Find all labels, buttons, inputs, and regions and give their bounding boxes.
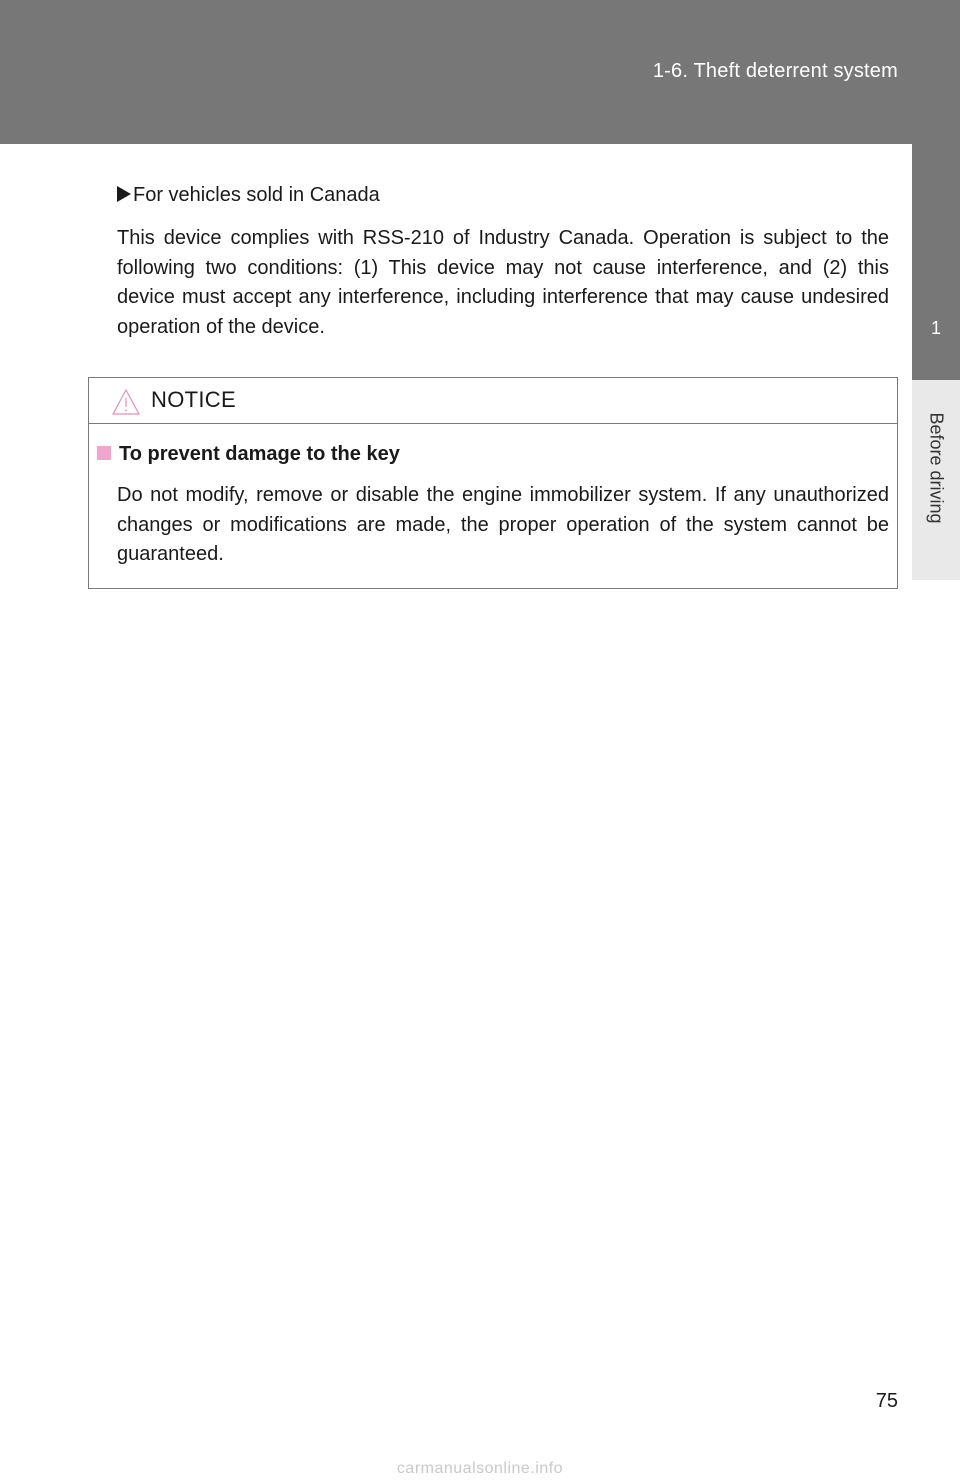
- notice-item-title: [97, 443, 400, 466]
- arrow-right-icon: [117, 186, 131, 202]
- section-heading: [117, 184, 380, 207]
- body-paragraph: This device complies with RSS-210 of Industry Canada. Operation is subject to the following two conditions: (1) This device may not cause interference, and (2) this device must accept any interference, including interference that may cause undesired operation of the device.: [117, 227, 889, 338]
- chapter-label: Before driving: [926, 412, 947, 524]
- notice-title: NOTICE: [151, 387, 236, 412]
- chapter-number: 1: [930, 318, 941, 338]
- notice-text: Do not modify, remove or disable the engine immobilizer system. If any unauthorized changes or modifications are made, the proper operation of the system cannot be guaranteed.: [117, 484, 889, 565]
- notice-header: [89, 378, 897, 424]
- watermark: carmanualsonline.info: [396, 1460, 564, 1477]
- section-heading-text: For vehicles sold in Canada: [133, 184, 380, 206]
- warning-triangle-icon: [111, 388, 141, 416]
- page-header: [0, 0, 960, 144]
- notice-item-title-text: To prevent damage to the key: [119, 443, 400, 465]
- page-number: 75: [875, 1390, 898, 1412]
- side-tab-upper: [912, 144, 960, 380]
- section-title: 1-6. Theft deterrent system: [652, 60, 898, 82]
- square-bullet-icon: [97, 446, 111, 460]
- side-tab-lower: [912, 580, 960, 1484]
- notice-box: [88, 377, 898, 589]
